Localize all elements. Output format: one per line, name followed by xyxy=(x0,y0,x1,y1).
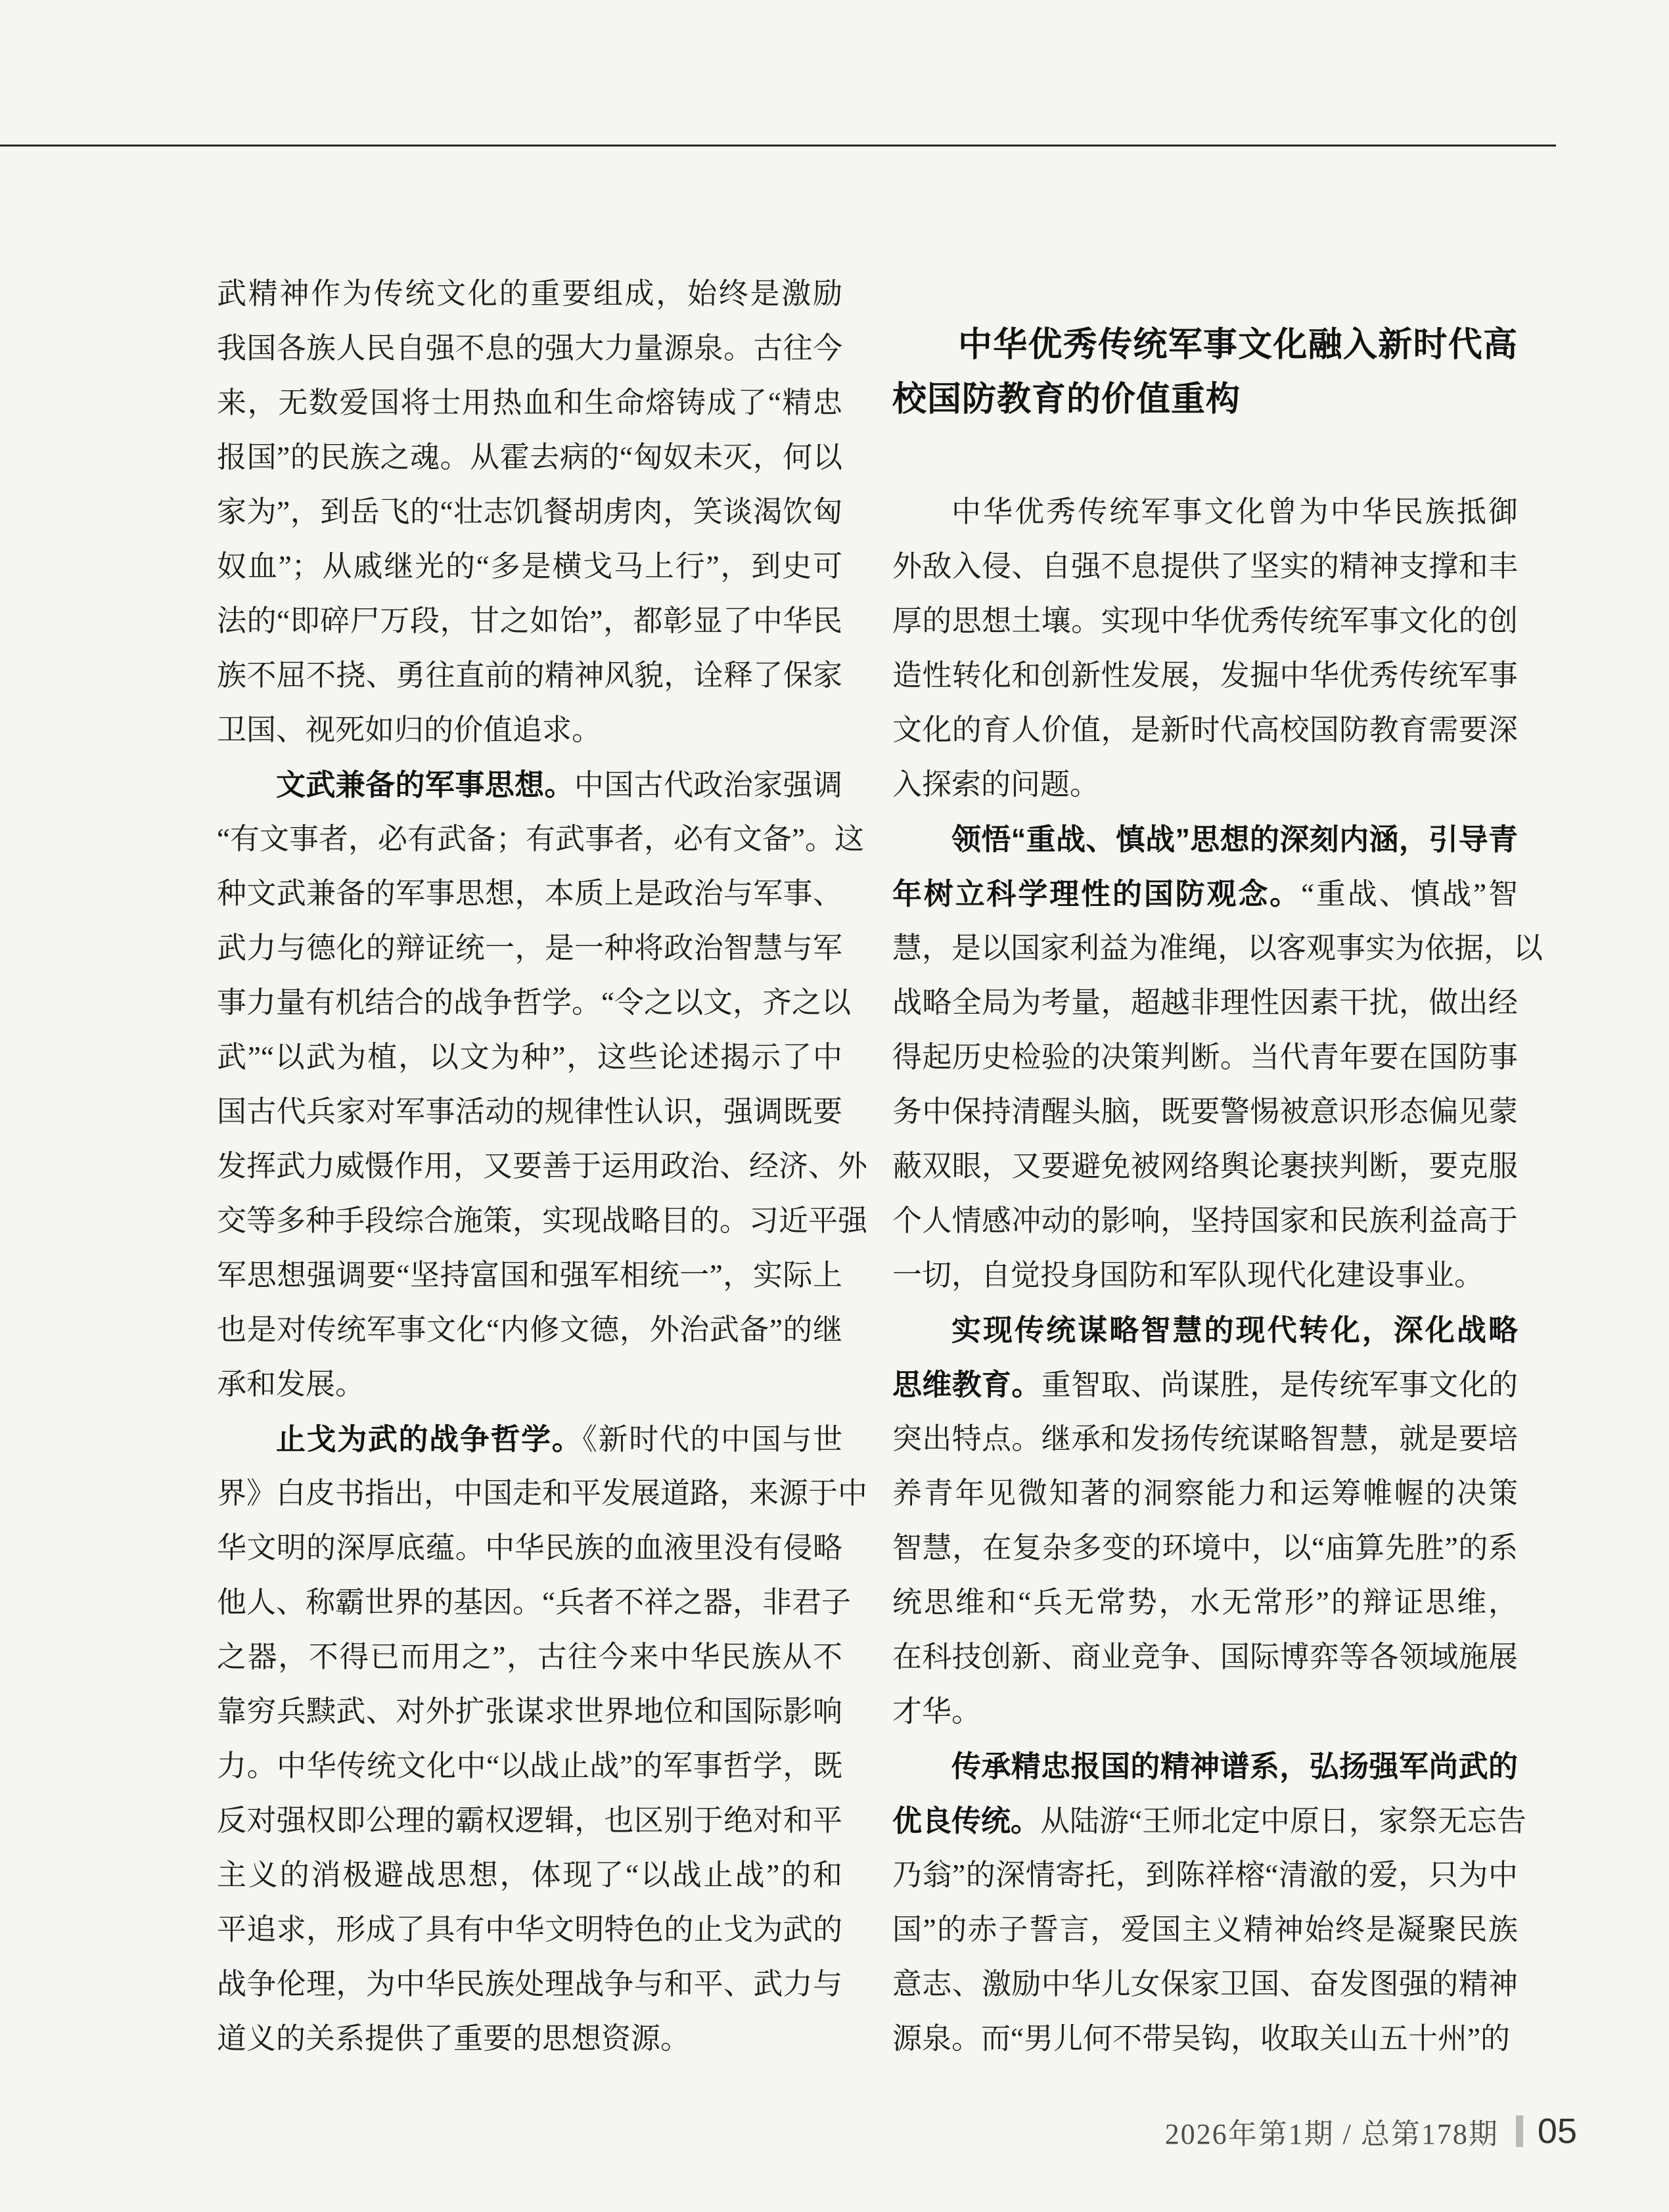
text-segment: 武精神作为传统文化的重要组成，始终是激励 xyxy=(217,277,842,310)
body-text-line xyxy=(217,539,842,594)
body-text-line xyxy=(892,485,1518,539)
text-segment: 反对强权即公理的霸权逻辑，也区别于绝对和平 xyxy=(217,1804,842,1837)
text-segment: 乃翁”的深情寄托，到陈祥榕“清澈的爱，只为中 xyxy=(892,1859,1518,1891)
text-segment: 之器，不得已而用之”，古往今来中华民族从不 xyxy=(217,1640,842,1673)
body-text-line xyxy=(217,1739,842,1794)
text-segment: 中华优秀传统军事文化曾为中华民族抵御 xyxy=(951,495,1518,528)
body-text-line xyxy=(217,1412,842,1466)
heading-line xyxy=(892,318,1518,372)
body-text-line xyxy=(892,1139,1518,1194)
body-text-line xyxy=(217,2012,842,2066)
body-text-line xyxy=(892,594,1518,648)
text-segment: 重智取、尚谋胜，是传统军事文化的 xyxy=(1041,1368,1518,1401)
bold-lead-in: 文武兼备的军事思想。 xyxy=(276,768,574,801)
right-text-column xyxy=(892,485,1543,2066)
page-number: 05 xyxy=(1537,2111,1577,2151)
text-segment: 奴血”；从戚继光的“多是横戈马上行”，到史可 xyxy=(217,550,842,583)
body-text-line xyxy=(892,976,1518,1030)
body-text-line xyxy=(892,1303,1518,1357)
body-text-line xyxy=(892,1794,1526,1848)
body-text-line xyxy=(217,1194,868,1248)
body-text-line xyxy=(217,976,851,1030)
text-segment: 战略全局为考量，超越非理性因素干扰，做出经 xyxy=(892,986,1518,1019)
text-segment: 发挥武力威慑作用，又要善于运用政治、经济、外 xyxy=(217,1150,868,1183)
footer-separator-bar xyxy=(1516,2115,1523,2147)
text-segment: 蔽双眼，又要避免被网络舆论裹挟判断，要克服 xyxy=(892,1150,1518,1183)
bold-lead-in: 年树立科学理性的国防观念。 xyxy=(892,877,1302,911)
text-segment: 界》白皮书指出，中国走和平发展道路，来源于中 xyxy=(217,1477,868,1510)
text-segment: 智慧，在复杂多变的环境中，以“庙算先胜”的系 xyxy=(892,1531,1518,1564)
text-segment: 文化的育人价值，是新时代高校国防教育需要深 xyxy=(892,713,1518,746)
text-segment: 战争伦理，为中华民族处理战争与和平、武力与 xyxy=(217,1968,842,2000)
body-text-line xyxy=(217,648,842,703)
text-segment: 也是对传统军事文化“内修文德，外治武备”的继 xyxy=(217,1313,842,1346)
text-segment: 报国”的民族之魂。从霍去病的“匈奴未灭，何以 xyxy=(217,441,842,474)
body-text-line xyxy=(217,1957,842,2012)
body-text-line xyxy=(217,1357,842,1412)
body-text-line xyxy=(217,1248,842,1303)
body-text-line xyxy=(892,1248,1518,1303)
text-segment: 慧，是以国家利益为准绳，以客观事实为依据，以 xyxy=(892,932,1543,964)
text-segment: “有文事者，必有武备；有武事者，必有文备”。这 xyxy=(217,823,864,855)
text-segment: 中华优秀传统军事文化融入新时代高 xyxy=(958,326,1518,364)
text-segment: 意志、激励中华儿女保家卫国、奋发图强的精神 xyxy=(892,1968,1518,2000)
body-text-line xyxy=(217,430,842,485)
body-text-line xyxy=(892,1903,1518,1957)
text-segment: 我国各族人民自强不息的强大力量源泉。古往今 xyxy=(217,332,842,365)
body-text-line xyxy=(217,1466,868,1521)
bold-lead-in: 止戈为武的战争哲学。 xyxy=(276,1422,583,1456)
text-segment: “重战、慎战”智 xyxy=(1301,878,1518,911)
text-segment: 《新时代的中国与世 xyxy=(582,1423,842,1456)
body-text-line xyxy=(217,703,842,757)
text-segment: 从陆游“王师北定中原日，家祭无忘告 xyxy=(1040,1805,1526,1838)
body-text-line xyxy=(892,1739,1518,1794)
text-segment: 务中保持清醒头脑，既要警惕被意识形态偏见蒙 xyxy=(892,1095,1518,1128)
text-segment: 源泉。而“男儿何不带吴钩，收取关山五十州”的 xyxy=(892,2022,1510,2055)
body-text-line xyxy=(892,1030,1518,1085)
body-text-line xyxy=(217,1521,842,1575)
body-text-line xyxy=(217,1848,842,1903)
text-segment: 族不屈不挠、勇往直前的精神风貌，诠释了保家 xyxy=(217,659,842,692)
body-text-line xyxy=(217,1794,842,1848)
text-segment: 道义的关系提供了重要的思想资源。 xyxy=(217,2022,691,2055)
bold-lead-in: 传承精忠报国的精神谱系，弘扬强军尚武的 xyxy=(951,1749,1518,1783)
body-text-line xyxy=(892,1521,1518,1575)
heading-line xyxy=(892,372,1518,427)
text-segment: 平追求，形成了具有中华文明特色的止戈为武的 xyxy=(217,1913,842,1946)
body-text-line xyxy=(892,812,1518,867)
body-text-line xyxy=(892,867,1518,921)
text-segment: 武力与德化的辩证统一，是一种将政治智慧与军 xyxy=(217,932,842,964)
page-footer xyxy=(1165,2110,1577,2152)
body-text-line xyxy=(217,376,842,430)
body-text-line xyxy=(217,267,842,321)
text-segment: 事力量有机结合的战争哲学。“令之以文，齐之以 xyxy=(217,986,851,1019)
body-text-line xyxy=(892,1194,1518,1248)
body-text-line xyxy=(217,867,842,921)
body-text-line xyxy=(892,648,1518,703)
body-text-line xyxy=(892,539,1518,594)
body-text-line xyxy=(217,1903,842,1957)
text-segment: 华文明的深厚底蕴。中华民族的血液里没有侵略 xyxy=(217,1531,842,1564)
body-text-line xyxy=(892,921,1543,976)
text-segment: 中国古代政治家强调 xyxy=(574,769,842,801)
text-segment: 交等多种手段综合施策，实现战略目的。习近平强 xyxy=(217,1204,868,1237)
text-segment: 入探索的问题。 xyxy=(892,768,1100,801)
text-segment: 种文武兼备的军事思想，本质上是政治与军事、 xyxy=(217,877,842,910)
text-segment: 法的“即碎尸万段，甘之如饴”，都彰显了中华民 xyxy=(217,604,842,637)
issue-info: 2026年第1期 / 总第178期 xyxy=(1164,2118,1499,2150)
body-text-line xyxy=(892,1957,1518,2012)
body-text-line xyxy=(217,321,842,376)
text-segment: 力。中华传统文化中“以战止战”的军事哲学，既 xyxy=(217,1749,842,1782)
text-segment: 家为”，到岳飞的“壮志饥餐胡虏肉，笑谈渴饮匈 xyxy=(217,495,842,528)
text-segment: 一切，自觉投身国防和军队现代化建设事业。 xyxy=(892,1259,1484,1292)
body-text-line xyxy=(217,1303,842,1357)
text-segment: 来，无数爱国将士用热血和生命熔铸成了“精忠 xyxy=(217,386,842,419)
text-segment: 在科技创新、商业竞争、国际博弈等各领域施展 xyxy=(892,1640,1518,1673)
text-segment: 卫国、视死如归的价值追求。 xyxy=(217,713,602,746)
text-segment: 承和发展。 xyxy=(217,1368,365,1401)
text-segment: 突出特点。继承和发扬传统谋略智慧，就是要培 xyxy=(892,1422,1518,1455)
body-text-line xyxy=(217,1575,851,1630)
text-segment: 他人、称霸世界的基因。“兵者不祥之器，非君子 xyxy=(217,1586,851,1619)
body-text-line xyxy=(217,1085,842,1139)
body-text-line xyxy=(217,594,842,648)
text-segment: 才华。 xyxy=(892,1695,982,1728)
body-text-line xyxy=(217,1684,842,1739)
body-text-line xyxy=(892,1085,1518,1139)
text-segment: 外敌入侵、自强不息提供了坚实的精神支撑和丰 xyxy=(892,550,1518,583)
text-segment: 得起历史检验的决策判断。当代青年要在国防事 xyxy=(892,1041,1518,1073)
body-text-line xyxy=(892,1412,1518,1466)
body-text-line xyxy=(892,703,1518,757)
article-heading xyxy=(892,318,1518,427)
text-segment: 主义的消极避战思想，体现了“以战止战”的和 xyxy=(217,1859,842,1891)
text-segment: 国古代兵家对军事活动的规律性认识，强调既要 xyxy=(217,1095,842,1128)
left-text-column xyxy=(217,267,868,2066)
text-segment: 国”的赤子誓言，爱国主义精神始终是凝聚民族 xyxy=(892,1913,1518,1946)
body-text-line xyxy=(217,812,864,867)
body-text-line xyxy=(892,1684,1518,1739)
bold-lead-in: 领悟“重战、慎战”思想的深刻内涵，引导青 xyxy=(951,823,1518,856)
body-text-line xyxy=(217,1139,868,1194)
body-text-line xyxy=(892,1466,1518,1521)
bold-lead-in: 思维教育。 xyxy=(892,1368,1041,1401)
body-text-line xyxy=(892,2012,1518,2066)
body-text-line xyxy=(217,1630,842,1684)
text-segment: 校国防教育的价值重构 xyxy=(892,380,1241,418)
text-segment: 造性转化和创新性发展，发掘中华优秀传统军事 xyxy=(892,659,1518,692)
body-text-line xyxy=(892,1848,1518,1903)
text-segment: 靠穷兵黩武、对外扩张谋求世界地位和国际影响 xyxy=(217,1695,842,1728)
bold-lead-in: 实现传统谋略智慧的现代转化，深化战略 xyxy=(951,1313,1518,1347)
text-segment: 厚的思想土壤。实现中华优秀传统军事文化的创 xyxy=(892,604,1518,637)
body-text-line xyxy=(892,1357,1518,1412)
top-rule-divider xyxy=(0,145,1556,147)
body-text-line xyxy=(217,1030,842,1085)
body-text-line xyxy=(217,757,842,812)
text-segment: 军思想强调要“坚持富国和强军相统一”，实际上 xyxy=(217,1259,842,1292)
text-segment: 养青年见微知著的洞察能力和运筹帷幄的决策 xyxy=(892,1477,1518,1510)
text-segment: 统思维和“兵无常势，水无常形”的辩证思维， xyxy=(892,1586,1518,1619)
body-text-line xyxy=(892,1630,1518,1684)
text-segment: 个人情感冲动的影响，坚持国家和民族利益高于 xyxy=(892,1204,1518,1237)
bold-lead-in: 优良传统。 xyxy=(892,1804,1041,1838)
body-text-line xyxy=(892,757,1518,812)
body-text-line xyxy=(892,1575,1518,1630)
body-text-line xyxy=(217,921,842,976)
body-text-line xyxy=(217,485,842,539)
text-segment: 武”“以武为植，以文为种”，这些论述揭示了中 xyxy=(217,1041,842,1073)
